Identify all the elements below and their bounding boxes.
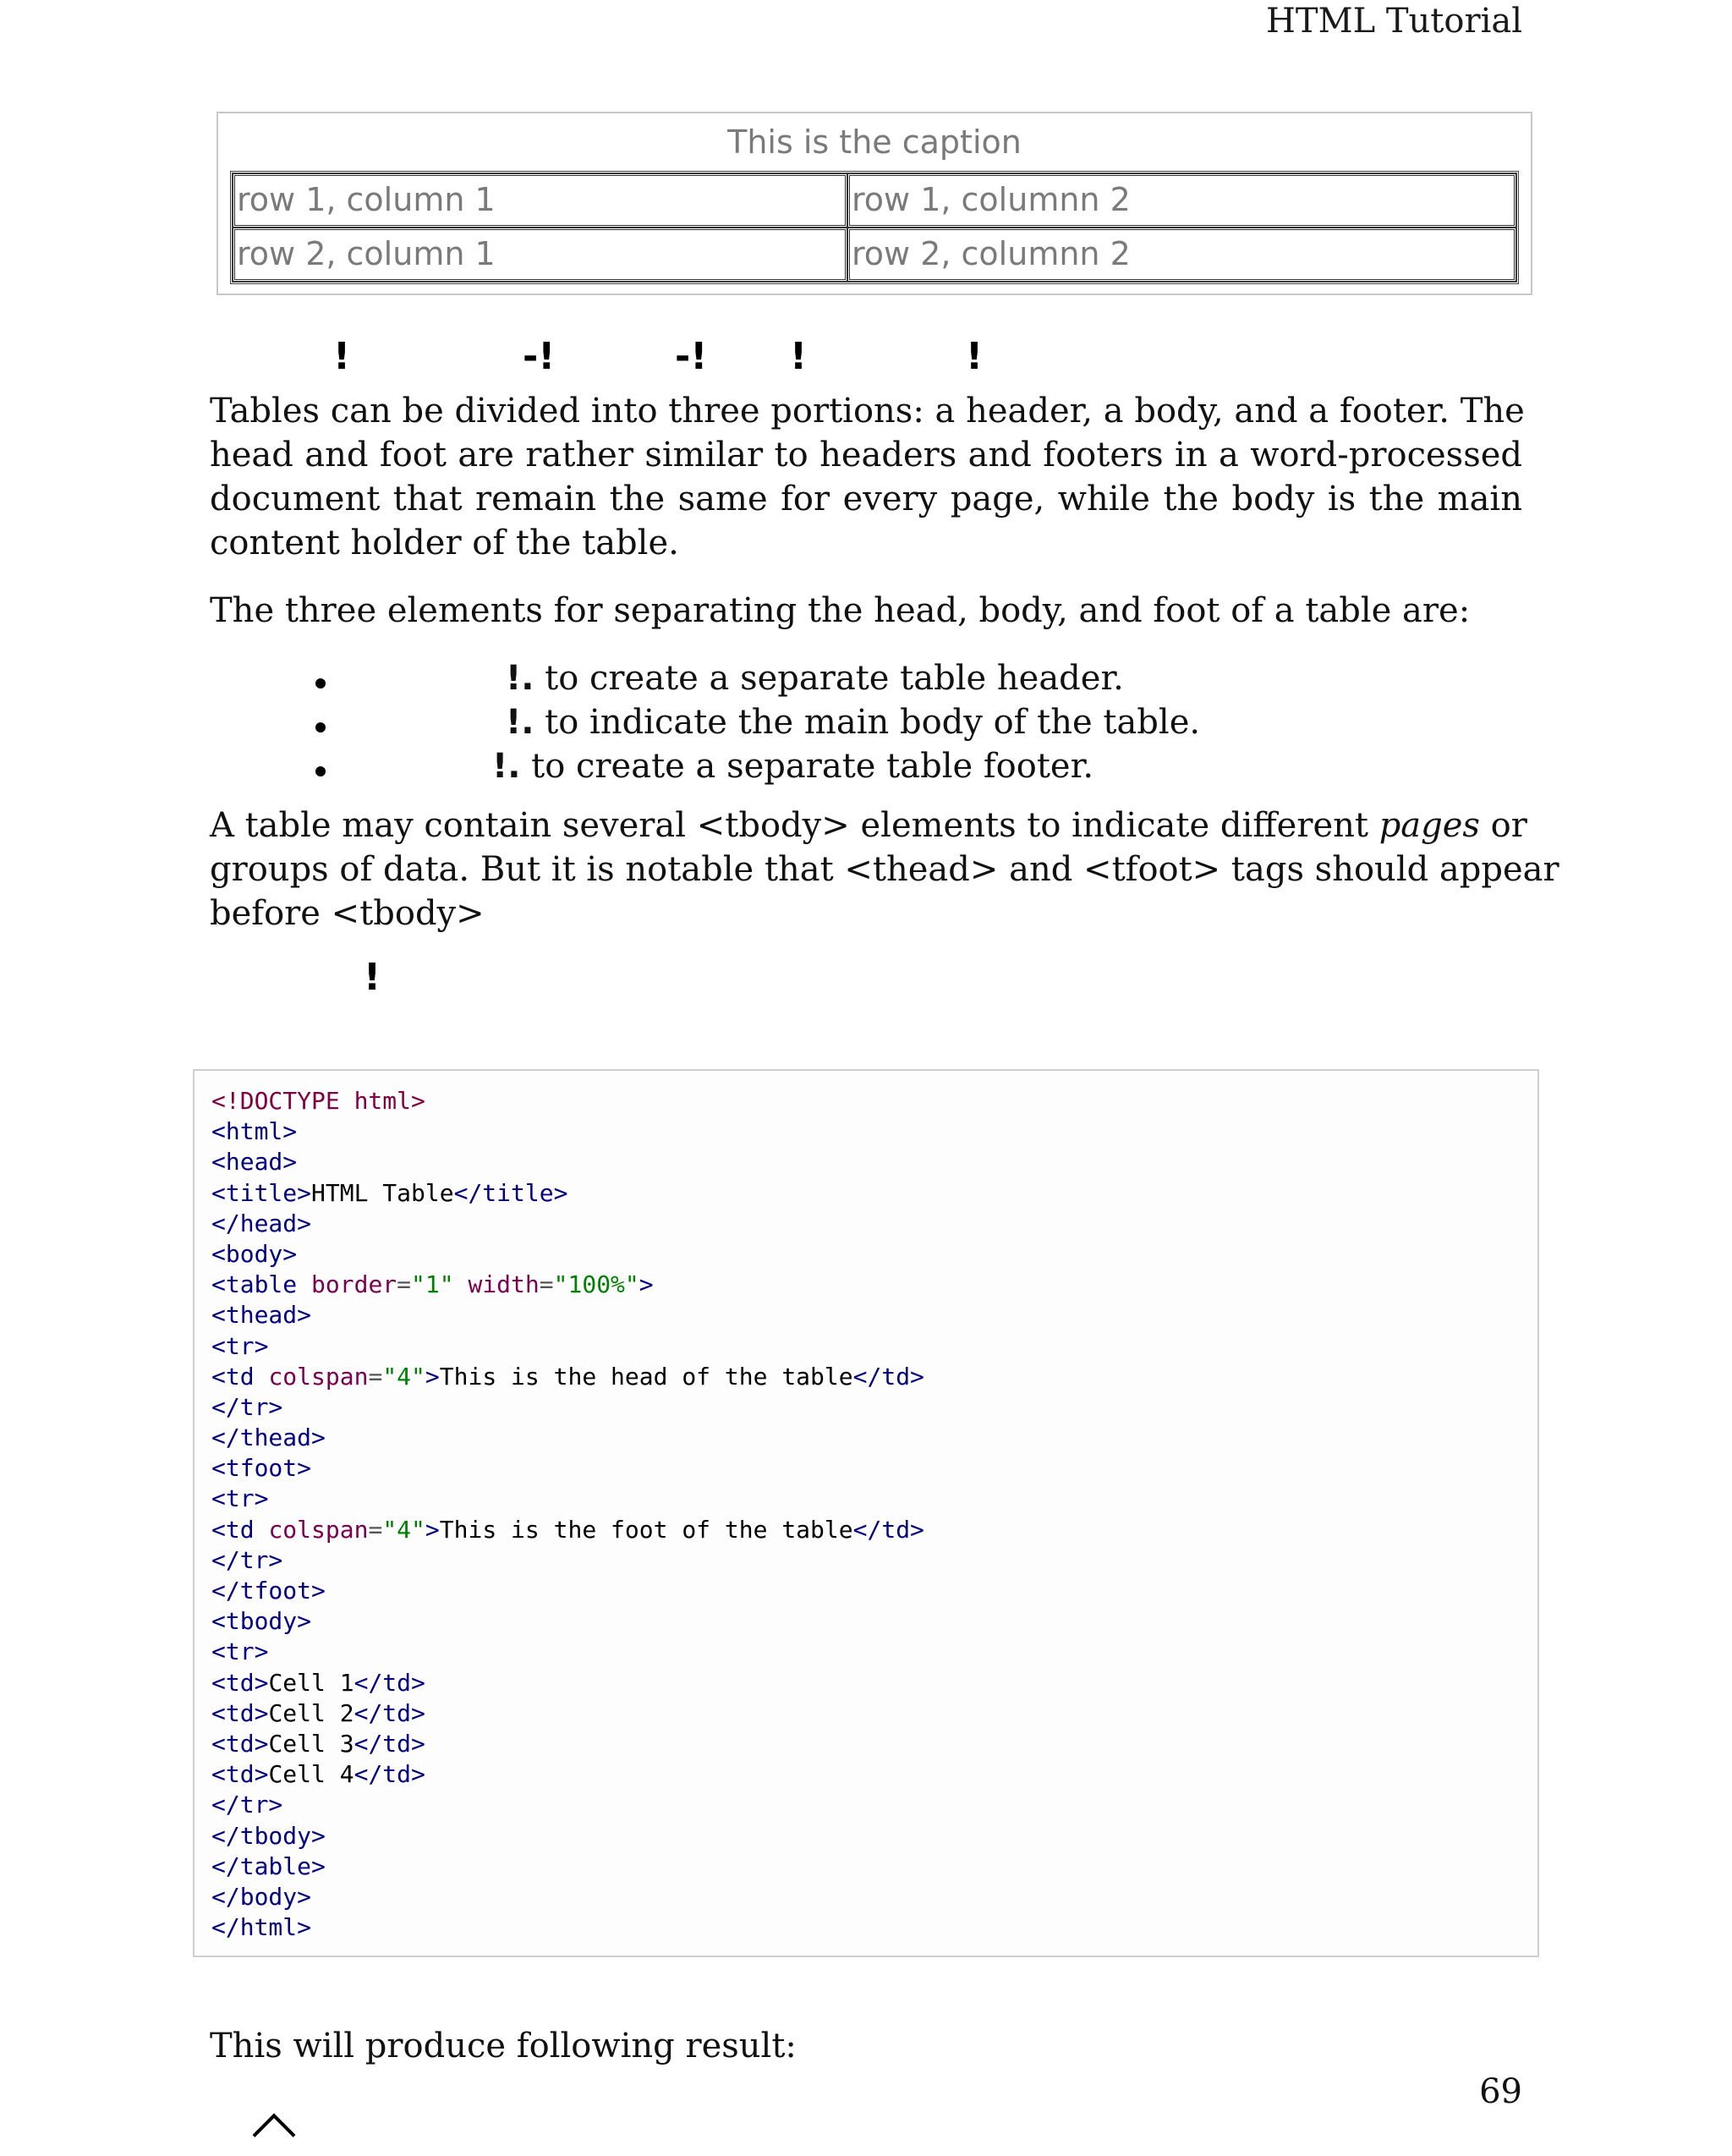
code-example-box [193, 1069, 1539, 1957]
heading-glyph: ! [966, 335, 984, 378]
code-line [211, 1331, 924, 1362]
code-token: </title> [453, 1178, 568, 1207]
code-token: Cell 3 [268, 1729, 354, 1758]
code-token: </html> [211, 1913, 312, 1942]
code-token: width [468, 1270, 540, 1299]
paragraph-line: content holder of the table. [210, 524, 679, 562]
code-token: <td> [211, 1760, 269, 1789]
code-token: </body> [211, 1882, 312, 1911]
code-token: > [639, 1270, 654, 1299]
elements-intro-paragraph [210, 589, 1522, 633]
bullet-icon [315, 722, 326, 732]
code-token: Cell 4 [268, 1760, 354, 1789]
code-line [211, 1515, 924, 1545]
code-token: colspan [268, 1362, 369, 1391]
code-line [211, 1116, 924, 1147]
code-line [211, 1178, 924, 1209]
tbody-paragraph [210, 804, 1559, 935]
paragraph-line: head and foot are rather similar to headers and footers in a word-processed [210, 436, 1522, 475]
paragraph-text: or [1479, 806, 1527, 845]
code-line [211, 1392, 924, 1423]
code-token: colspan [268, 1515, 369, 1544]
code-token: <td> [211, 1698, 269, 1727]
code-line [211, 1698, 924, 1729]
code-line [211, 1423, 924, 1453]
code-token: HTML Table [311, 1178, 454, 1207]
code-token: </tfoot> [211, 1577, 326, 1605]
running-header-title: HTML Tutorial [1266, 2, 1522, 41]
paragraph-line: document that remain the same for every page, while the body is the main [210, 480, 1522, 518]
code-listing [211, 1086, 924, 1943]
bullet-icon [315, 678, 326, 688]
code-token: </head> [211, 1209, 312, 1237]
code-token: </td> [354, 1668, 425, 1697]
code-token: <td> [211, 1729, 269, 1758]
result-intro-text: This will produce following result: [210, 2027, 797, 2065]
code-token: </tbody> [211, 1821, 326, 1850]
code-line [211, 1362, 924, 1392]
code-token: <title> [211, 1178, 312, 1207]
table-cell: row 2, columnn 2 [847, 228, 1516, 282]
code-line [211, 1484, 924, 1514]
table-cell: row 1, columnn 2 [847, 173, 1516, 228]
code-line [211, 1606, 924, 1637]
code-line [211, 1852, 924, 1882]
code-line [211, 1912, 924, 1943]
code-line [211, 1300, 924, 1330]
paragraph-line: Tables can be divided into three portions: a header, a body, and a footer. The [210, 392, 1525, 431]
example-table-output [216, 112, 1532, 295]
code-line [211, 1270, 924, 1300]
code-token: = [397, 1270, 412, 1299]
code-token: <tbody> [211, 1607, 312, 1636]
code-token: "100%" [553, 1270, 639, 1299]
code-line [211, 1637, 924, 1667]
code-token: = [368, 1362, 383, 1391]
example-heading-glyph: ! [364, 956, 381, 999]
paragraph-text: A table may contain several <tbody> elements to indicate different [210, 806, 1379, 845]
code-token: </tr> [211, 1392, 283, 1421]
bullet-text: to indicate the main body of the table. [534, 703, 1201, 742]
bullet-text: to create a separate table header. [534, 659, 1124, 698]
code-line [211, 1086, 924, 1116]
code-line [211, 1821, 924, 1852]
paragraph-line: groups of data. But it is notable that <thead> and <tfoot> tags should appear [210, 850, 1559, 889]
bullet-glyph: !. [492, 747, 521, 786]
bullet-glyph: !. [506, 659, 534, 698]
code-line [211, 1209, 924, 1239]
code-line [211, 1576, 924, 1606]
code-token: <thead> [211, 1301, 312, 1330]
code-token: <body> [211, 1239, 298, 1268]
code-token: Cell 1 [268, 1668, 354, 1697]
page-number: 69 [1479, 2072, 1522, 2111]
heading-glyph: -! [675, 335, 708, 378]
example-table [230, 171, 1519, 284]
code-line [211, 1882, 924, 1912]
code-token: This is the head of the table [439, 1362, 853, 1391]
code-token: "4" [382, 1362, 425, 1391]
code-token: "4" [382, 1515, 425, 1544]
code-token: This is the foot of the table [439, 1515, 853, 1544]
heading-glyph: ! [333, 335, 351, 378]
code-line [211, 1759, 924, 1790]
cropped-output-fragment [253, 2114, 296, 2156]
code-token: </td> [852, 1515, 924, 1544]
code-token: = [368, 1515, 383, 1544]
code-token: <!DOCTYPE html> [211, 1087, 425, 1115]
paragraph-line: before <tbody> [210, 894, 485, 933]
bullet-icon [315, 766, 326, 776]
code-line [211, 1545, 924, 1576]
code-token: </thead> [211, 1424, 326, 1452]
table-cell: row 2, column 1 [233, 228, 847, 282]
table-cell: row 1, column 1 [233, 173, 847, 228]
code-token: <td [211, 1362, 269, 1391]
code-token: <td [211, 1515, 269, 1544]
paragraph-line: The three elements for separating the head, body, and foot of a table are: [210, 591, 1471, 630]
bullet-item [506, 656, 1124, 700]
code-token: Cell 2 [268, 1698, 354, 1727]
code-line [211, 1729, 924, 1759]
code-line [211, 1790, 924, 1820]
code-token: </tr> [211, 1545, 283, 1574]
code-token: > [425, 1362, 440, 1391]
code-line [211, 1239, 924, 1270]
bullet-glyph: !. [506, 703, 534, 742]
bullet-text: to create a separate table footer. [520, 747, 1094, 786]
heading-glyph: -! [523, 335, 556, 378]
code-token: <head> [211, 1148, 298, 1177]
heading-glyph: ! [790, 335, 808, 378]
code-line [211, 1147, 924, 1177]
code-token: <td> [211, 1668, 269, 1697]
code-token [454, 1270, 469, 1298]
emphasis-text: pages [1378, 806, 1480, 845]
bullet-item [506, 700, 1200, 744]
code-token: > [425, 1515, 440, 1544]
code-token: </td> [354, 1760, 425, 1789]
bullet-item [492, 744, 1093, 788]
code-token: </td> [354, 1729, 425, 1758]
code-token: <table [211, 1270, 312, 1299]
code-token: <tr> [211, 1484, 269, 1513]
code-token: </td> [852, 1362, 924, 1391]
code-token: <tr> [211, 1638, 269, 1666]
code-token: border [311, 1270, 397, 1299]
code-token: "1" [411, 1270, 454, 1299]
paragraph-line [210, 804, 1527, 848]
code-token: </td> [354, 1698, 425, 1727]
code-token: <html> [211, 1117, 298, 1146]
code-token: <tr> [211, 1331, 269, 1360]
code-line [211, 1668, 924, 1698]
code-line [211, 1453, 924, 1484]
intro-paragraph [210, 389, 1525, 565]
code-token: = [539, 1270, 554, 1299]
code-token: <tfoot> [211, 1454, 312, 1483]
code-token: </table> [211, 1852, 326, 1880]
table-caption: This is the caption [727, 123, 1022, 161]
code-token: </tr> [211, 1791, 283, 1819]
